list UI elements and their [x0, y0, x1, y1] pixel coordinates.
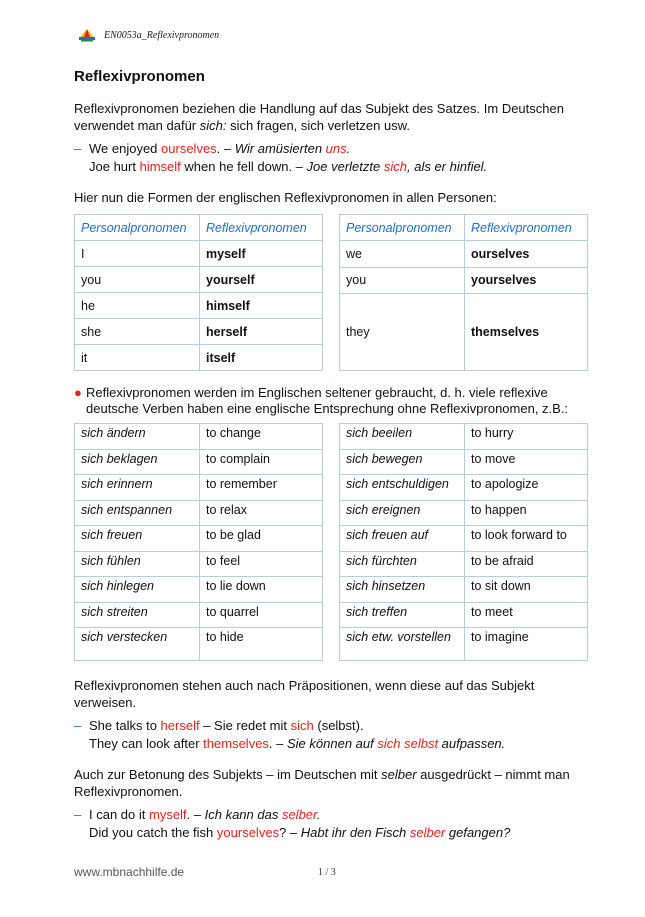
table-row — [340, 602, 588, 628]
reflexive-cell: himself — [200, 293, 323, 319]
emphasis-paragraph: Auch zur Betonung des Subjekts – im Deutschen mit selber ausgedrückt – nimmt man Reflexivpronomen. — [74, 767, 570, 799]
table-row — [340, 628, 588, 661]
german-verb-cell: sich etw. vorstellen — [340, 628, 465, 661]
table-row — [75, 345, 323, 371]
personal-cell: they — [340, 293, 465, 370]
table-row — [75, 293, 323, 319]
english-verb-cell: to hide — [200, 628, 323, 661]
english-verb-cell: to lie down — [200, 577, 323, 603]
personal-cell: you — [75, 267, 200, 293]
german-verb-cell: sich hinsetzen — [340, 577, 465, 603]
english-verb-cell: to meet — [465, 602, 588, 628]
german-verb-cell: sich streiten — [75, 602, 200, 628]
german-verb-cell: sich freuen — [75, 526, 200, 552]
table-row — [75, 449, 323, 475]
german-verb-cell: sich fühlen — [75, 551, 200, 577]
english-verb-cell: to be afraid — [465, 551, 588, 577]
example-block-3 — [74, 806, 588, 842]
table-row — [340, 577, 588, 603]
table-row — [340, 551, 588, 577]
example-line: I can do it myself. – Ich kann das selber. — [89, 807, 321, 822]
table-row — [340, 267, 588, 293]
german-verb-cell: sich freuen auf — [340, 526, 465, 552]
english-verb-cell: to change — [200, 424, 323, 450]
german-verb-cell: sich erinnern — [75, 475, 200, 501]
verb-table-right — [339, 423, 588, 661]
prepositions-paragraph: Reflexivpronomen stehen auch nach Präpositionen, wenn diese auf das Subjekt verweisen. — [74, 678, 535, 710]
english-verb-cell: to feel — [200, 551, 323, 577]
table-header-row — [340, 215, 588, 241]
german-verb-cell: sich verstecken — [75, 628, 200, 661]
german-verb-cell: sich fürchten — [340, 551, 465, 577]
german-verb-cell: sich ändern — [75, 424, 200, 450]
example-line: We enjoyed ourselves. – Wir amüsierten uns. — [89, 141, 351, 156]
german-verb-cell: sich beklagen — [75, 449, 200, 475]
dash-marker: – — [74, 718, 82, 733]
table-row — [75, 577, 323, 603]
intro-text-end: sich fragen, sich verletzen usw. — [226, 118, 410, 133]
english-verb-cell: to imagine — [465, 628, 588, 661]
dash-marker: – — [74, 807, 82, 822]
english-verb-cell: to happen — [465, 500, 588, 526]
table-row — [75, 475, 323, 501]
header-reflexive: Reflexivpronomen — [465, 215, 588, 241]
english-verb-cell: to sit down — [465, 577, 588, 603]
reflexive-cell: ourselves — [465, 241, 588, 267]
pronoun-tables — [74, 214, 588, 371]
english-verb-cell: to hurry — [465, 424, 588, 450]
english-verb-cell: to move — [465, 449, 588, 475]
table-row — [75, 267, 323, 293]
main-content — [74, 64, 588, 842]
german-verb-cell: sich bewegen — [340, 449, 465, 475]
german-verb-cell: sich entspannen — [75, 500, 200, 526]
personal-cell: I — [75, 241, 200, 267]
example-line: Did you catch the fish yourselves? – Habt ihr den Fisch selber gefangen? — [89, 825, 511, 840]
table-row — [340, 475, 588, 501]
example-block-2 — [74, 717, 588, 753]
english-verb-cell: to apologize — [465, 475, 588, 501]
table-row — [75, 500, 323, 526]
english-verb-cell: to be glad — [200, 526, 323, 552]
pronoun-table-left — [74, 214, 323, 371]
german-verb-cell: sich hinlegen — [75, 577, 200, 603]
german-verb-cell: sich treffen — [340, 602, 465, 628]
table-row — [75, 526, 323, 552]
table-row — [75, 602, 323, 628]
table-row — [75, 628, 323, 661]
header-reflexive: Reflexivpronomen — [200, 215, 323, 241]
footer-url[interactable]: www.mbnachhilfe.de — [74, 865, 185, 879]
table-header-row — [75, 215, 323, 241]
english-verb-cell: to complain — [200, 449, 323, 475]
intro-paragraph — [74, 100, 588, 134]
example-line: Joe hurt himself when he fell down. – Joe verletzte sich, als er hinfiel. — [89, 159, 488, 174]
english-verb-cell: to quarrel — [200, 602, 323, 628]
personal-cell: you — [340, 267, 465, 293]
bullet-text: Reflexivpronomen werden im Englischen seltener gebraucht, d. h. viele reflexive deutsche Verben haben eine englische Entsprechung ohne Reflexivpronomen, z.B.: — [86, 385, 569, 416]
example-line: They can look after themselves. – Sie können auf sich selbst aufpassen. — [89, 736, 506, 751]
table-row — [340, 293, 588, 370]
document-id: EN0053a_Reflexivpronomen — [104, 29, 220, 41]
table-row — [75, 551, 323, 577]
reflexive-cell: yourselves — [465, 267, 588, 293]
reflexive-cell: themselves — [465, 293, 588, 370]
english-verb-cell: to remember — [200, 475, 323, 501]
reflexive-cell: itself — [200, 345, 323, 371]
table-row — [340, 500, 588, 526]
table-row — [75, 319, 323, 345]
forms-intro: Hier nun die Formen der englischen Reflexivpronomen in allen Personen: — [74, 190, 497, 205]
table-row — [340, 241, 588, 267]
personal-cell: we — [340, 241, 465, 267]
german-verb-cell: sich ereignen — [340, 500, 465, 526]
reflexive-cell: herself — [200, 319, 323, 345]
page-header — [78, 26, 219, 44]
page-number: 1 / 3 — [318, 867, 336, 878]
table-row — [75, 424, 323, 450]
intro-text: Reflexivpronomen beziehen die Handlung auf das Subjekt des Satzes. Im Deutschen verwendet man dafür — [74, 101, 564, 133]
intro-sich: sich: — [199, 118, 227, 133]
table-row — [340, 526, 588, 552]
table-row — [340, 449, 588, 475]
bullet-icon: ● — [74, 385, 82, 400]
example-line: She talks to herself – Sie redet mit sich (selbst). — [89, 718, 364, 733]
pronoun-table-right — [339, 214, 588, 371]
german-verb-cell: sich entschuldigen — [340, 475, 465, 501]
verb-tables — [74, 423, 588, 661]
page-title: Reflexivpronomen — [74, 68, 205, 85]
reflexive-cell: myself — [200, 241, 323, 267]
verb-table-left — [74, 423, 323, 661]
header-personal: Personalpronomen — [75, 215, 200, 241]
dash-marker: – — [74, 141, 82, 156]
example-block-1 — [74, 140, 588, 176]
personal-cell: she — [75, 319, 200, 345]
book-logo-icon — [78, 28, 96, 42]
personal-cell: it — [75, 345, 200, 371]
reflexive-cell: yourself — [200, 267, 323, 293]
header-personal: Personalpronomen — [340, 215, 465, 241]
bullet-paragraph — [74, 385, 588, 417]
english-verb-cell: to look forward to — [465, 526, 588, 552]
personal-cell: he — [75, 293, 200, 319]
german-verb-cell: sich beeilen — [340, 424, 465, 450]
english-verb-cell: to relax — [200, 500, 323, 526]
table-row — [75, 241, 323, 267]
table-row — [340, 424, 588, 450]
